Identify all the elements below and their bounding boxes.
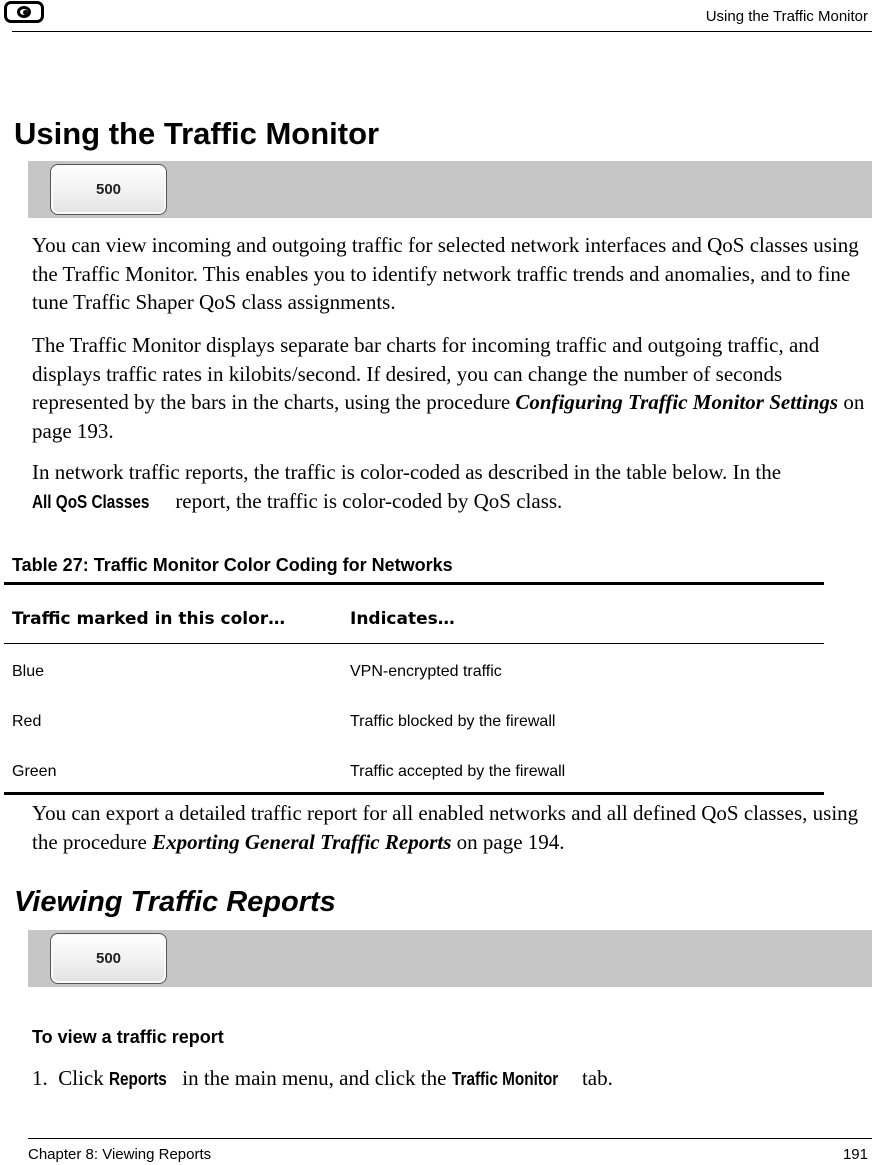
- subsection-title: Viewing Traffic Reports: [14, 886, 336, 918]
- procedure-title: To view a traffic report: [32, 1027, 224, 1047]
- export-paragraph: You can export a detailed traffic report for all enabled networks and all defined QoS classes, using the procedure Exporting General Traffic Reports on page 194.: [32, 801, 859, 854]
- table-header-color: Traffic marked in this color…: [12, 609, 286, 629]
- step-1: 1. Click Reports in the main menu, and click the Traffic Monitor tab.: [32, 1064, 872, 1094]
- table-cell-meaning: Traffic blocked by the firewall: [350, 713, 556, 730]
- xref-configuring-settings[interactable]: Configuring Traffic Monitor Settings: [515, 390, 839, 414]
- footer-divider: [28, 1138, 872, 1139]
- table-cell-meaning: Traffic accepted by the firewall: [350, 763, 566, 780]
- header-divider: [12, 31, 872, 32]
- ui-all-qos-classes: All QoS Classes: [32, 491, 150, 512]
- table-cell-color: Green: [12, 763, 57, 780]
- model-badge: 500: [50, 933, 167, 984]
- product-banner: [28, 930, 872, 987]
- running-title: Using the Traffic Monitor: [705, 8, 868, 25]
- table-top-rule: [4, 582, 824, 585]
- table-cell-meaning: VPN-encrypted traffic: [350, 663, 502, 680]
- footer-chapter: Chapter 8: Viewing Reports: [28, 1146, 212, 1163]
- section-title: Using the Traffic Monitor: [14, 116, 380, 151]
- ui-reports: Reports: [109, 1069, 167, 1089]
- model-badge: 500: [50, 164, 167, 215]
- intro-paragraph: You can view incoming and outgoing traffic for selected network interfaces and QoS classes using the Traffic Monitor. This enables you to identify network traffic trends and anomalies, and to fine tune Traffic Shaper QoS class assignments.: [32, 233, 859, 314]
- step-number: 1.: [32, 1066, 48, 1090]
- table-header-rule: [4, 643, 824, 644]
- table-cell-color: Red: [12, 713, 42, 730]
- product-banner: [28, 161, 872, 218]
- xref-exporting-reports[interactable]: Exporting General Traffic Reports: [152, 829, 452, 854]
- ui-traffic-monitor: Traffic Monitor: [451, 1069, 558, 1089]
- color-coding-paragraph: In network traffic reports, the traffic is color-coded as described in the table below. In the All QoS Classes report, the traffic is color-coded by QoS class.: [32, 458, 872, 516]
- bar-chart-paragraph: The Traffic Monitor displays separate bar charts for incoming traffic and outgoing traffic, and displays traffic rates in kilobits/second. If desired, you can change the number of seconds represented by the bars in the charts, using the procedure Configuring Traffic Monitor Settings on page 193.: [32, 333, 865, 443]
- camera-icon: [4, 1, 44, 23]
- table-header-indicates: Indicates…: [350, 609, 455, 629]
- table-bottom-rule: [4, 792, 824, 795]
- table-cell-color: Blue: [12, 663, 45, 680]
- page-number: 191: [842, 1146, 868, 1163]
- table-caption: Table 27: Traffic Monitor Color Coding for Networks: [12, 555, 453, 575]
